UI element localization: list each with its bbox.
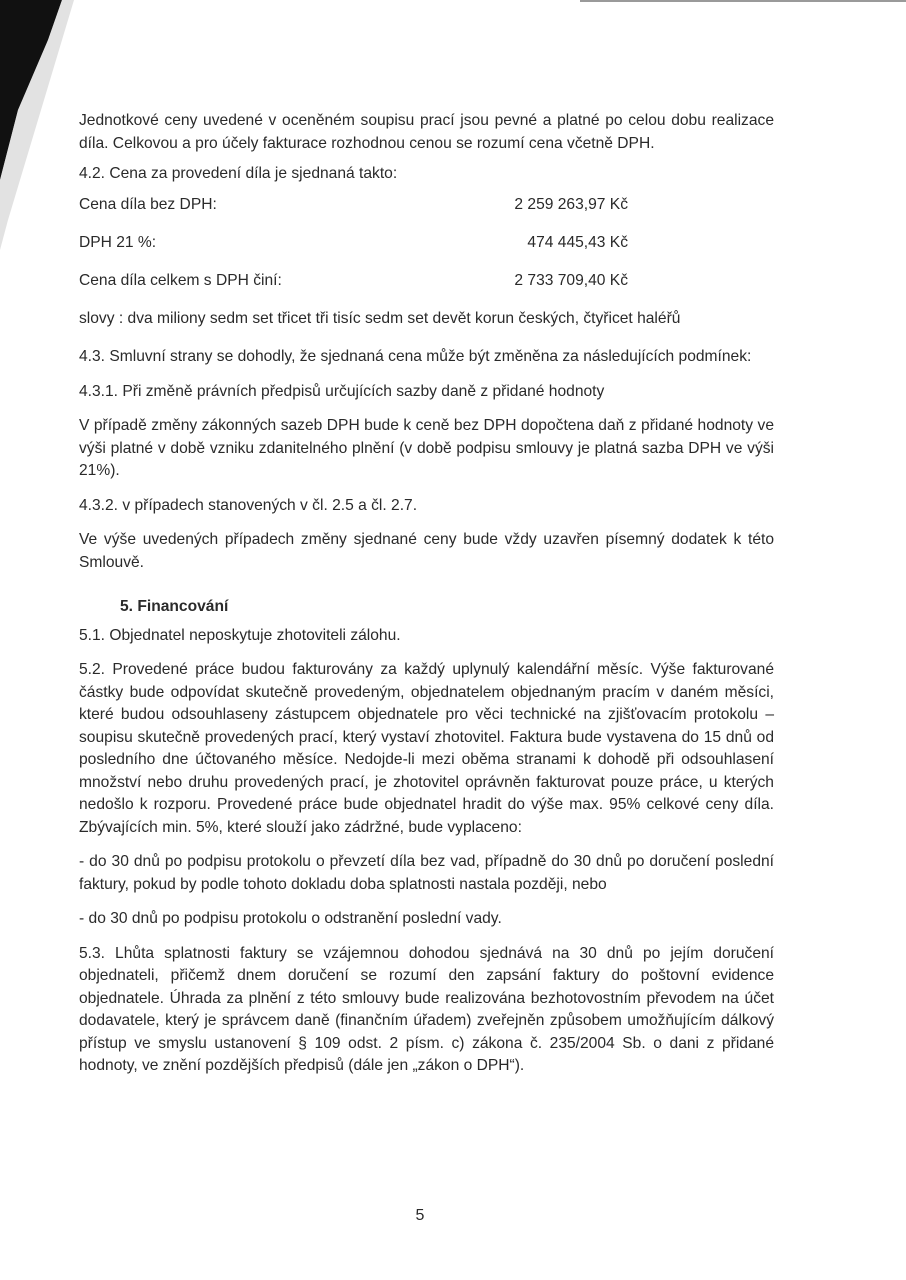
section-4-3-1-heading: 4.3.1. Při změně právních předpisů určujících sazby daně z přidané hodnoty <box>79 382 605 400</box>
section-5-2-item-2: - do 30 dnů po podpisu protokolu o odstranění poslední vady. <box>79 910 502 927</box>
page-number: 5 <box>415 1207 425 1224</box>
price-label: DPH 21 %: <box>79 233 157 251</box>
section-5-2: 5.2. Provedené práce budou fakturovány za každý uplynulý kalendářní měsíc. Výše fakturované částky bude odpovídat skutečně provedeným, objednatelem objednaným pracím v daném měsíci, které budou odsouhlaseny zástupcem objednatele pro věci technické na zjišťovacím protokolu – soupisu skutečně provedených prací, který vystaví zhotovitel. Faktura bude vystavena do 15 dnů od posledního dne účtovaného měsíce. Nedojde-li mezi oběma stranami k dohodě při odsouhlasení množství nebo druhu provedených prací, je zhotovitel oprávněn fakturovat pouze práce, u kterých nedošlo k rozporu. Provedené práce bude objednatel hradit do výše max. 95% celkové ceny díla. Zbývajících min. 5%, které slouží jako zádržné, bude vyplaceno: <box>79 661 774 836</box>
section-4-3: 4.3. Smluvní strany se dohodly, že sjednaná cena může být změněna za následujících podmínek: <box>79 348 752 365</box>
section-4-3-1-text: V případě změny zákonných sazeb DPH bude k ceně bez DPH dopočtena daň z přidané hodnoty ve výši platné v době vzniku zdanitelného plnění (v době podpisu smlouvy je platná sazba DPH ve výši 21%). <box>79 417 774 479</box>
section-4-2-heading: 4.2. Cena za provedení díla je sjednaná takto: <box>79 165 398 182</box>
price-row-total <box>79 270 774 292</box>
scan-shadow <box>0 0 90 260</box>
price-row-without-vat <box>79 194 774 216</box>
price-label: Cena díla celkem s DPH činí: <box>79 271 282 289</box>
price-value: 474 445,43 Kč <box>527 233 628 251</box>
section-5-2-item-1: - do 30 dnů po podpisu protokolu o převzetí díla bez vad, případně do 30 dnů po doručení poslední faktury, pokud by podle tohoto dokladu doba splatnosti nastala později, nebo <box>79 853 774 893</box>
price-row-vat <box>79 232 774 254</box>
section-5-title: 5. Financování <box>120 598 229 615</box>
section-4-3-closing: Ve výše uvedených případech změny sjednané ceny bude vždy uzavřen písemný dodatek k této Smlouvě. <box>79 531 774 571</box>
price-value: 2 259 263,97 Kč <box>514 195 628 213</box>
section-5-1: 5.1. Objednatel neposkytuje zhotoviteli zálohu. <box>79 626 401 644</box>
intro-paragraph: Jednotkové ceny uvedené v oceněném soupisu prací jsou pevné a platné po celou dobu realizace díla. Celkovou a pro účely fakturace rozhodnou cenou se rozumí cena včetně DPH. <box>79 112 774 152</box>
section-5-3: 5.3. Lhůta splatnosti faktury se vzájemnou dohodou sjednává na 30 dnů po jejím doručení objednateli, přičemž dnem doručení se rozumí den zapsání faktury do poštovní evidence objednatele. Úhrada za plnění z této smlouvy bude realizována bezhotovostním převodem na účet dodavatele, který je správcem daně (finančním úřadem) zveřejněn způsobem umožňujícím dálkový přístup ve smyslu ustanovení § 109 odst. 2 písm. c) zákona č. 235/2004 Sb. o dani z přidané hodnoty, ve znění pozdějších předpisů (dále jen „zákon o DPH“). <box>79 944 774 1074</box>
section-4-3-2: 4.3.2. v případech stanovených v čl. 2.5 a čl. 2.7. <box>79 496 418 514</box>
document-body <box>79 110 774 1090</box>
price-value: 2 733 709,40 Kč <box>514 271 628 289</box>
price-in-words: slovy : dva miliony sedm set třicet tři tisíc sedm set devět korun českých, čtyřicet haléřů <box>79 309 681 327</box>
price-label: Cena díla bez DPH: <box>79 195 217 213</box>
scan-top-edge <box>580 0 906 2</box>
